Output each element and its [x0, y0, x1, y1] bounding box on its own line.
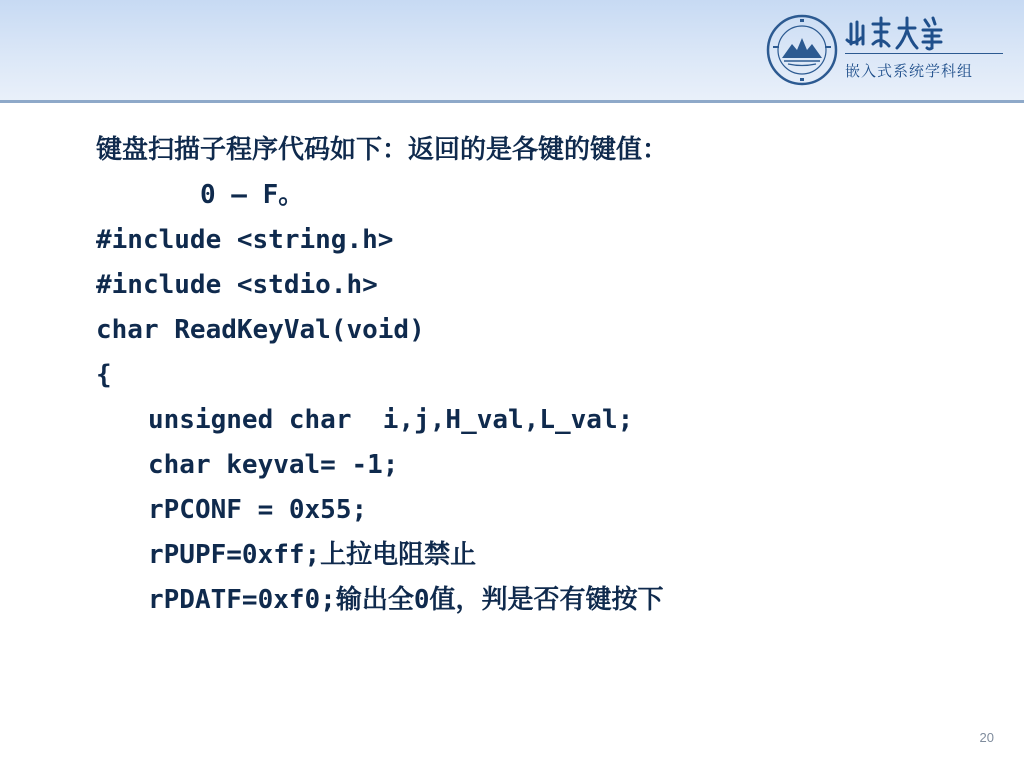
code-line-include-string: #include <string.h>: [96, 225, 394, 255]
code-line-keyval-init: char keyval= -1;: [148, 450, 399, 480]
header-divider: [0, 100, 1024, 103]
university-calligraphy-logo: [845, 14, 945, 52]
code-line-var-declaration: unsigned char i,j,H_val,L_val;: [148, 405, 634, 435]
code-line-open-brace: {: [96, 360, 112, 390]
intro-text-line: 键盘扫描子程序代码如下：返回的是各键的键值：: [96, 135, 669, 165]
key-range-line: 0 – F。: [200, 180, 305, 210]
code-line-pconf: rPCONF = 0x55;: [148, 495, 368, 525]
code-line-pupf: rPUPF=0xff;上拉电阻禁止: [148, 540, 477, 570]
code-line-pdatf: rPDATF=0xf0;输出全0值，判是否有键按下: [148, 585, 664, 615]
code-line-function-signature: char ReadKeyVal(void): [96, 315, 425, 345]
logo-divider: [845, 53, 1003, 54]
page-number: 20: [979, 730, 994, 745]
slide-content: [96, 128, 996, 623]
department-name: 嵌入式系统学科组: [845, 62, 974, 80]
code-line-include-stdio: #include <stdio.h>: [96, 270, 378, 300]
university-seal-logo: [766, 14, 838, 86]
